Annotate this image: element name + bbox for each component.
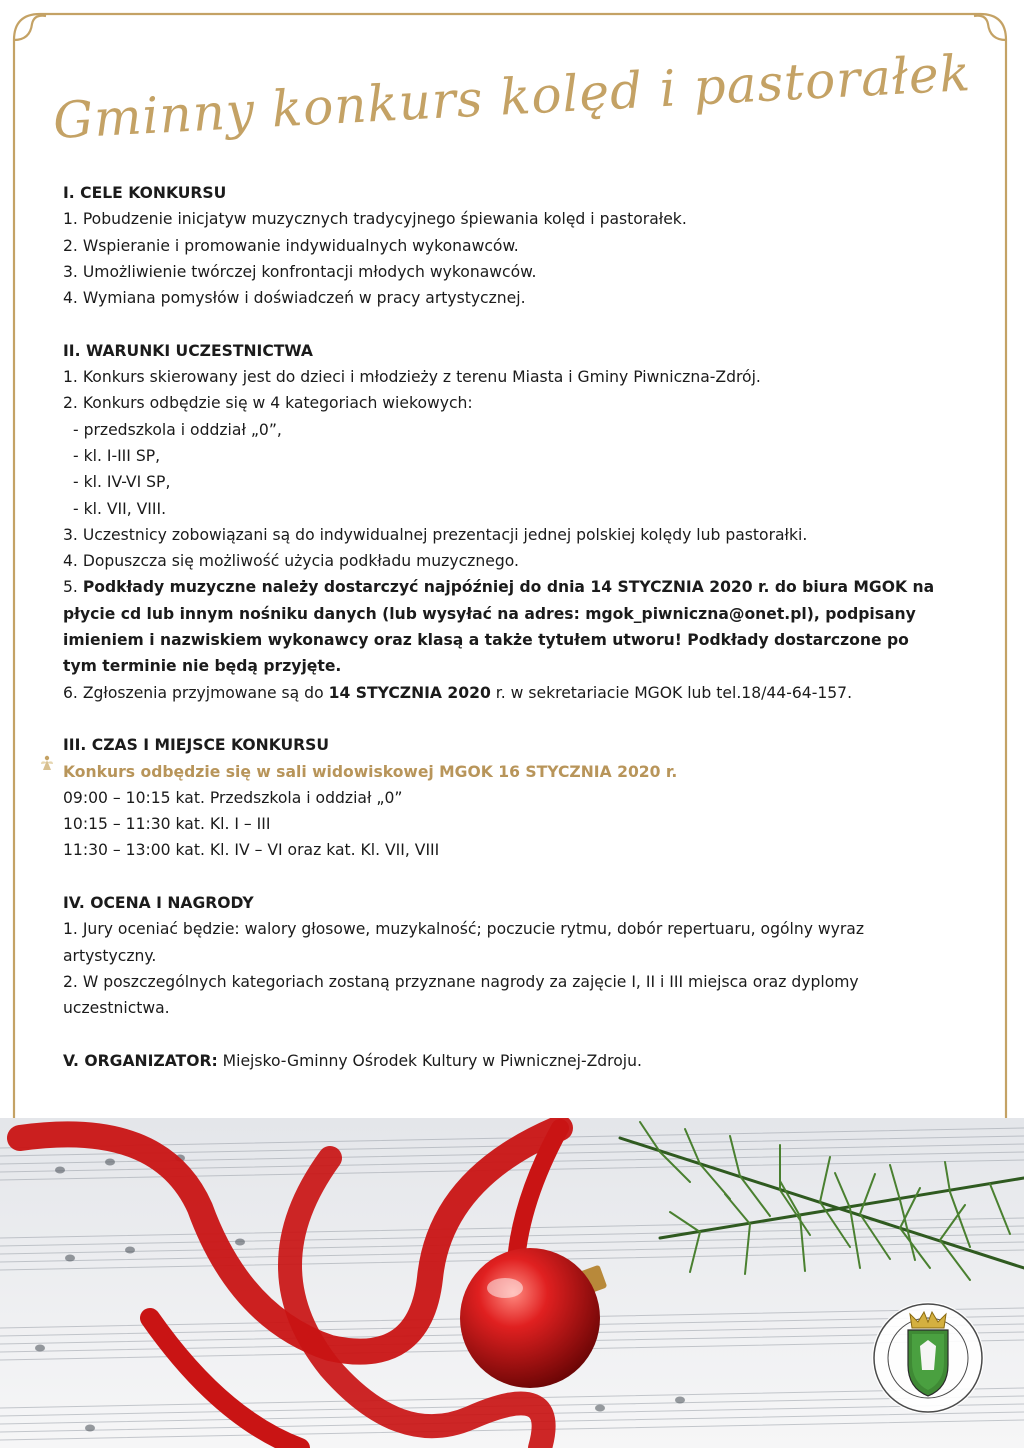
list-item: 4. Wymiana pomysłów i doświadczeń w pracy artystycznej. [63, 289, 526, 308]
category-item: - kl. VII, VIII. [73, 499, 167, 518]
section-heading-warunki: II. WARUNKI UCZESTNICTWA [63, 341, 313, 360]
registration-prefix: 6. Zgłoszenia przyjmowane są do [63, 683, 329, 702]
list-item: 2. Konkurs odbędzie się w 4 kategoriach wiekowych: [63, 394, 473, 413]
schedule-item: 11:30 – 13:00 kat. Kl. IV – VI oraz kat. Kl. VII, VIII [63, 841, 440, 860]
schedule-item: 09:00 – 10:15 kat. Przedszkola i oddział „0” [63, 788, 403, 807]
list-item: 1. Jury oceniać będzie: walory głosowe, muzykalność; poczucie rytmu, dobór repertuaru, ogólny wyraz artystyczny. [63, 920, 865, 965]
section-heading-ocena: IV. OCENA I NAGRODY [63, 894, 254, 913]
list-number: 5. [63, 578, 83, 597]
page-title: Gminny konkurs kolęd i pastorałek [51, 43, 973, 151]
list-item: 2. Wspieranie i promowanie indywidualnych wykonawców. [63, 236, 519, 255]
organizer-value: Miejsko-Gminny Ośrodek Kultury w Piwnicznej-Zdroju. [217, 1051, 642, 1070]
mgok-logo [868, 1290, 988, 1420]
document-body [63, 180, 943, 1074]
list-item-registration [63, 680, 943, 706]
category-item: - kl. I-III SP, [73, 446, 161, 465]
organizer-line [63, 1048, 943, 1074]
category-item: - przedszkola i oddział „0”, [73, 420, 282, 439]
list-item: 1. Konkurs skierowany jest do dzieci i młodzieży z terenu Miasta i Gminy Piwniczna-Zdrój. [63, 368, 761, 387]
category-item: - kl. IV-VI SP, [73, 473, 171, 492]
list-item-deadline [63, 574, 943, 679]
section-heading-cele: I. CELE KONKURSU [63, 184, 227, 202]
registration-suffix: r. w sekretariacie MGOK lub tel.18/44-64-157. [490, 683, 853, 702]
event-highlight: Konkurs odbędzie się w sali widowiskowej MGOK 16 STYCZNIA 2020 r. [63, 762, 678, 781]
section-heading-czas: III. CZAS I MIEJSCE KONKURSU [63, 736, 330, 755]
organizer-label: V. ORGANIZATOR: [63, 1051, 218, 1070]
list-item: 1. Pobudzenie inicjatyw muzycznych tradycyjnego śpiewania kolęd i pastorałek. [63, 210, 687, 229]
schedule-item: 10:15 – 11:30 kat. Kl. I – III [63, 815, 271, 834]
list-item: 3. Uczestnicy zobowiązani są do indywidualnej prezentacji jednej polskiej kolędy lub pastorałki. [63, 525, 808, 544]
list-item: 3. Umożliwienie twórczej konfrontacji młodych wykonawców. [63, 262, 537, 281]
list-item: 4. Dopuszcza się możliwość użycia podkładu muzycznego. [63, 552, 519, 571]
angel-icon [40, 755, 54, 771]
registration-date: 14 STYCZNIA 2020 [328, 683, 491, 702]
deadline-text: Podkłady muzyczne należy dostarczyć najpóźniej do dnia 14 STYCZNIA 2020 r. do biura MGOK na płycie cd lub innym nośniku danych (lub wysyłać na adres: mgok_piwniczna@onet.pl), podpisany imieniem i nazwiskiem wykonawcy oraz klasą a także tytułem utworu! Podkłady dostarczone po tym terminie nie będą przyjęte. [63, 578, 935, 676]
list-item: 2. W poszczególnych kategoriach zostaną przyznane nagrody za zajęcie I, II i III miejsca oraz dyplomy uczestnictwa. [63, 972, 859, 1018]
